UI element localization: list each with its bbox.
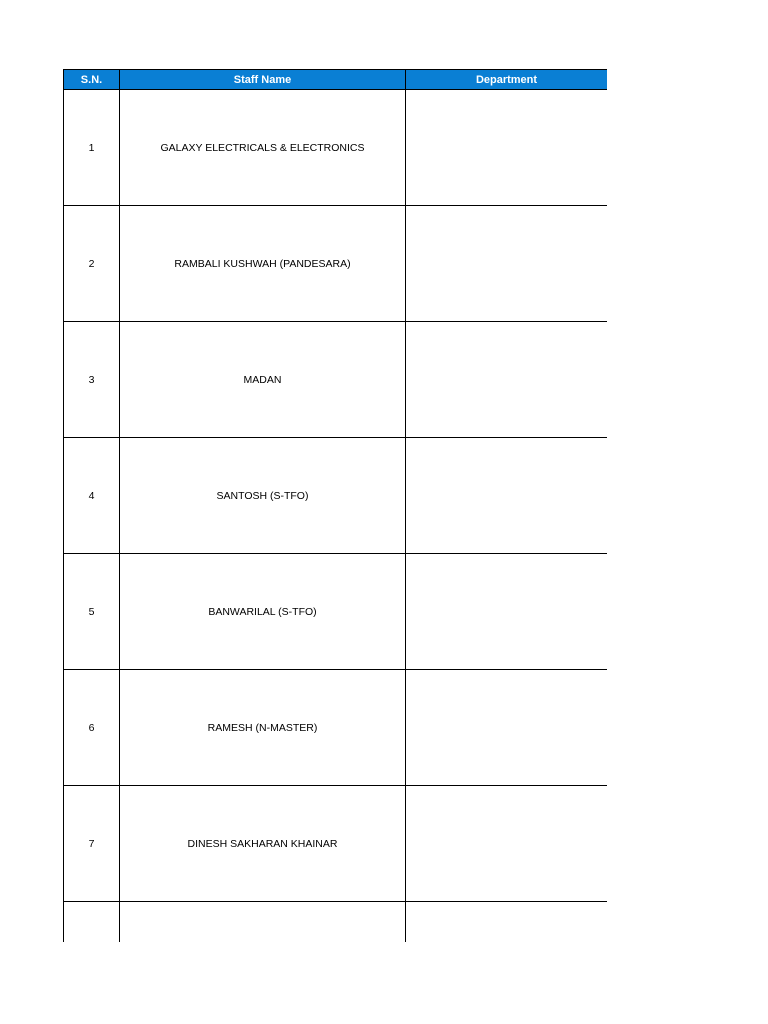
- cell-department: [406, 206, 608, 322]
- cell-sn: 2: [64, 206, 120, 322]
- cell-staff-name: MADAN: [120, 322, 406, 438]
- cell-department: [406, 786, 608, 902]
- spreadsheet-page: [63, 69, 607, 942]
- table-row: [64, 206, 608, 322]
- cell-sn: [64, 902, 120, 943]
- cell-staff-name: [120, 902, 406, 943]
- cell-sn: 1: [64, 90, 120, 206]
- staff-table: [63, 69, 607, 942]
- cell-staff-name: RAMESH (N-MASTER): [120, 670, 406, 786]
- cell-sn: 5: [64, 554, 120, 670]
- table-row: [64, 902, 608, 943]
- column-header-department: Department: [406, 70, 608, 90]
- header-row: [64, 70, 608, 90]
- cell-sn: 7: [64, 786, 120, 902]
- cell-staff-name: BANWARILAL (S-TFO): [120, 554, 406, 670]
- table-row: [64, 322, 608, 438]
- cell-sn: 3: [64, 322, 120, 438]
- table-row: [64, 438, 608, 554]
- cell-sn: 6: [64, 670, 120, 786]
- cell-department: [406, 554, 608, 670]
- table-row: [64, 554, 608, 670]
- cell-sn: 4: [64, 438, 120, 554]
- table-row: [64, 670, 608, 786]
- cell-staff-name: DINESH SAKHARAN KHAINAR: [120, 786, 406, 902]
- column-header-staff-name: Staff Name: [120, 70, 406, 90]
- cell-staff-name: GALAXY ELECTRICALS & ELECTRONICS: [120, 90, 406, 206]
- cell-staff-name: SANTOSH (S-TFO): [120, 438, 406, 554]
- cell-department: [406, 322, 608, 438]
- cell-department: [406, 90, 608, 206]
- cell-staff-name: RAMBALI KUSHWAH (PANDESARA): [120, 206, 406, 322]
- cell-department: [406, 438, 608, 554]
- column-header-sn: S.N.: [64, 70, 120, 90]
- table-row: [64, 786, 608, 902]
- cell-department: [406, 670, 608, 786]
- cell-department: [406, 902, 608, 943]
- table-row: [64, 90, 608, 206]
